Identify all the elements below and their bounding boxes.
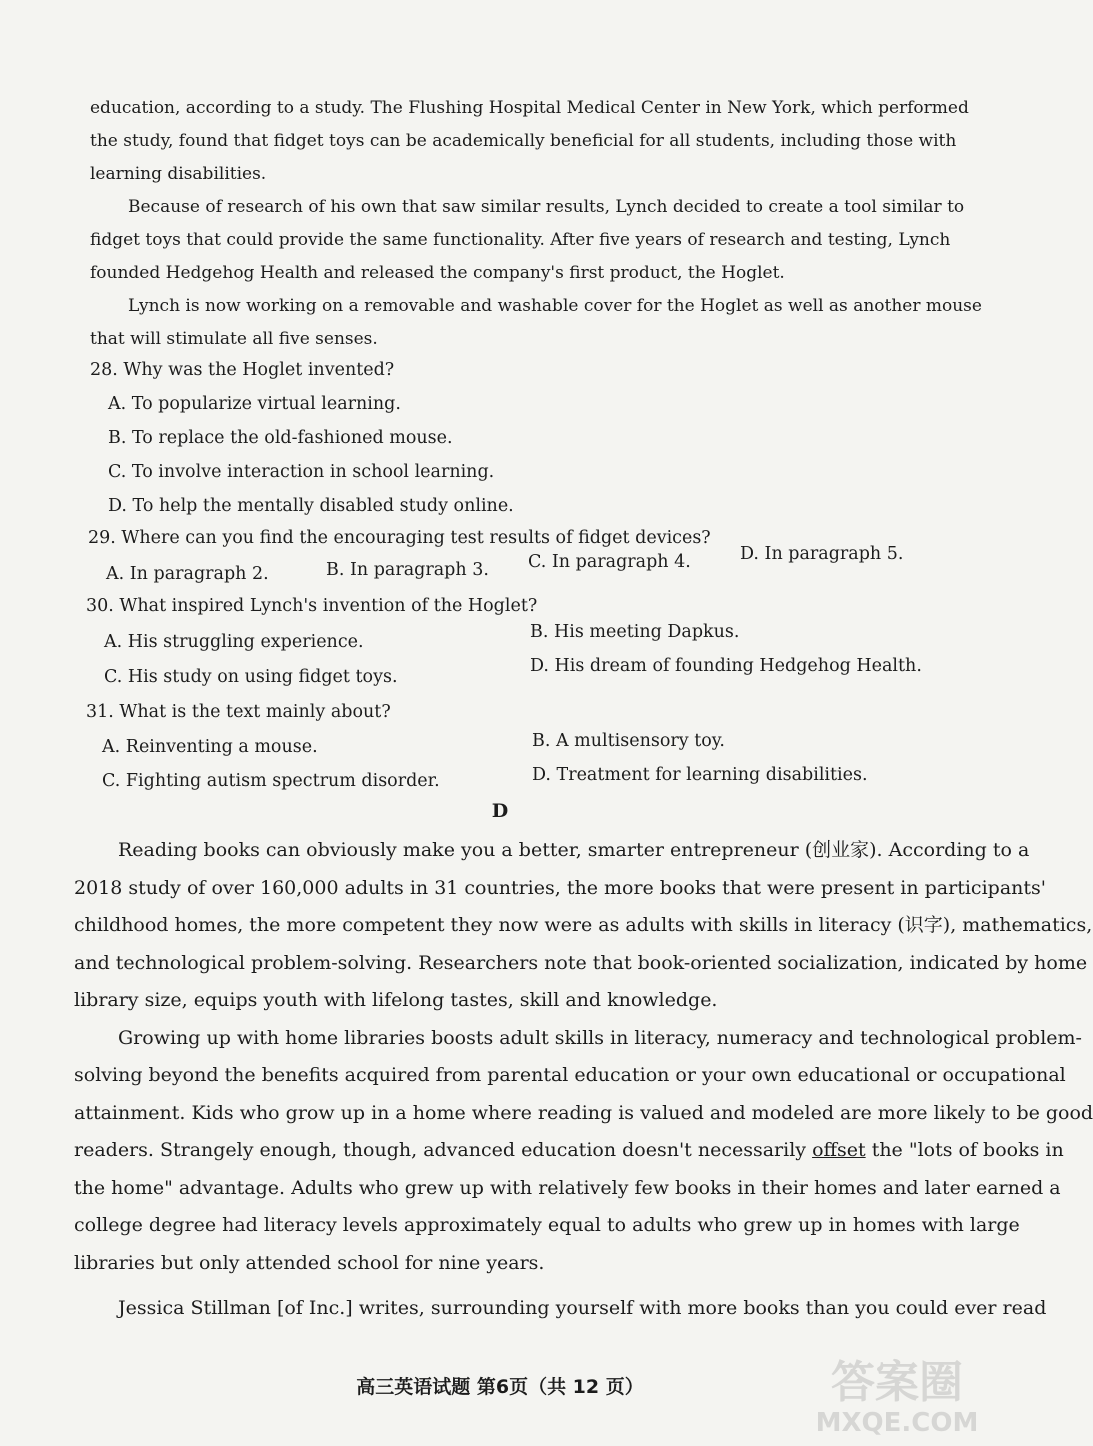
passage-c-line: the study, found that fidget toys can be academically beneficial for all students, including those with (90, 131, 957, 151)
passage-d-line: libraries but only attended school for nine years. (74, 1251, 545, 1274)
passage-c-line: fidget toys that could provide the same functionality. After five years of research and testing, Lynch (90, 230, 951, 250)
passage-c-line: Because of research of his own that saw similar results, Lynch decided to create a tool similar to (128, 197, 965, 217)
passage-d-text: the "lots of books in (871, 1139, 1064, 1161)
question-30-option-a: A. His struggling experience. (104, 632, 364, 652)
passage-c-line: Lynch is now working on a removable and washable cover for the Hoglet as well as another mouse (128, 296, 982, 316)
question-29-option-d: D. In paragraph 5. (740, 544, 904, 564)
question-28-stem: 28. Why was the Hoglet invented? (90, 360, 395, 380)
watermark-logo-text: 答案圈 (831, 1357, 963, 1408)
section-d-heading: D (491, 800, 509, 822)
question-31-option-b: B. A multisensory toy. (532, 731, 725, 751)
question-30-option-d: D. His dream of founding Hedgehog Health. (530, 656, 922, 676)
passage-d-line: and technological problem-solving. Researchers note that book-oriented socialization, indicated by home (74, 951, 1088, 974)
question-30-stem: 30. What inspired Lynch's invention of the Hoglet? (86, 596, 538, 616)
passage-c-line: founded Hedgehog Health and released the company's first product, the Hoglet. (90, 263, 785, 283)
passage-d-text: readers. Strangely enough, though, advanced education doesn't necessarily (74, 1139, 807, 1161)
passage-d-paragraph-3 (74, 1290, 1047, 1328)
passage-d-line: the home" advantage. Adults who grew up with relatively few books in their homes and later earned a (74, 1176, 1061, 1199)
passage-d-line: college degree had literacy levels approximately equal to adults who grew up in homes with large (74, 1214, 1020, 1236)
watermark-logo-icon (802, 1345, 992, 1440)
passage-d-paragraph-2 (74, 1020, 1093, 1283)
passage-d-line: Reading books can obviously make you a better, smarter entrepreneur (创业家). According to a (118, 839, 1030, 861)
passage-d-line: Growing up with home libraries boosts adult skills in literacy, numeracy and technological problem- (118, 1026, 1082, 1049)
question-30-option-b: B. His meeting Dapkus. (530, 622, 740, 642)
passage-d-line: attainment. Kids who grow up in a home where reading is valued and modeled are more likely to be good (74, 1101, 1093, 1124)
page-footer: 高三英语试题 第6页（共 12 页） (356, 1376, 644, 1398)
question-29-option-c: C. In paragraph 4. (528, 552, 691, 572)
passage-d (74, 832, 1093, 1328)
question-31-option-d: D. Treatment for learning disabilities. (532, 765, 868, 785)
passage-d-line: solving beyond the benefits acquired from parental education or your own educational or occupational (74, 1064, 1066, 1086)
question-29-option-b: B. In paragraph 3. (326, 560, 489, 580)
question-29-stem: 29. Where can you find the encouraging test results of fidget devices? (88, 528, 711, 548)
question-28-option-a: A. To popularize virtual learning. (108, 394, 401, 414)
question-28-option-b: B. To replace the old-fashioned mouse. (108, 428, 453, 448)
underlined-word-offset: offset (812, 1139, 866, 1161)
question-31-option-a: A. Reinventing a mouse. (102, 737, 318, 757)
watermark-site-text: MXQE.COM (815, 1408, 979, 1438)
passage-c-line: learning disabilities. (90, 164, 267, 184)
passage-c (90, 92, 982, 356)
passage-d-line: Jessica Stillman [of Inc.] writes, surrounding yourself with more books than you could ever read (118, 1297, 1047, 1319)
passage-d-line: childhood homes, the more competent they now were as adults with skills in literacy (识字), mathematics, (74, 914, 1093, 936)
question-28-option-c: C. To involve interaction in school learning. (108, 462, 495, 482)
passage-d-line: 2018 study of over 160,000 adults in 31 countries, the more books that were present in participants' (74, 876, 1046, 899)
question-31-option-c: C. Fighting autism spectrum disorder. (102, 771, 440, 791)
passage-d-line (74, 1132, 1064, 1170)
question-28-option-d: D. To help the mentally disabled study online. (108, 496, 514, 516)
passage-d-paragraph-1 (74, 832, 1093, 1020)
passage-c-line: that will stimulate all five senses. (90, 329, 378, 349)
question-29-option-a: A. In paragraph 2. (106, 564, 269, 584)
question-31-stem: 31. What is the text mainly about? (86, 702, 391, 722)
passage-d-line: library size, equips youth with lifelong tastes, skill and knowledge. (74, 989, 718, 1011)
passage-c-line: education, according to a study. The Flushing Hospital Medical Center in New York, which performed (90, 98, 969, 118)
question-30-option-c: C. His study on using fidget toys. (104, 667, 398, 687)
